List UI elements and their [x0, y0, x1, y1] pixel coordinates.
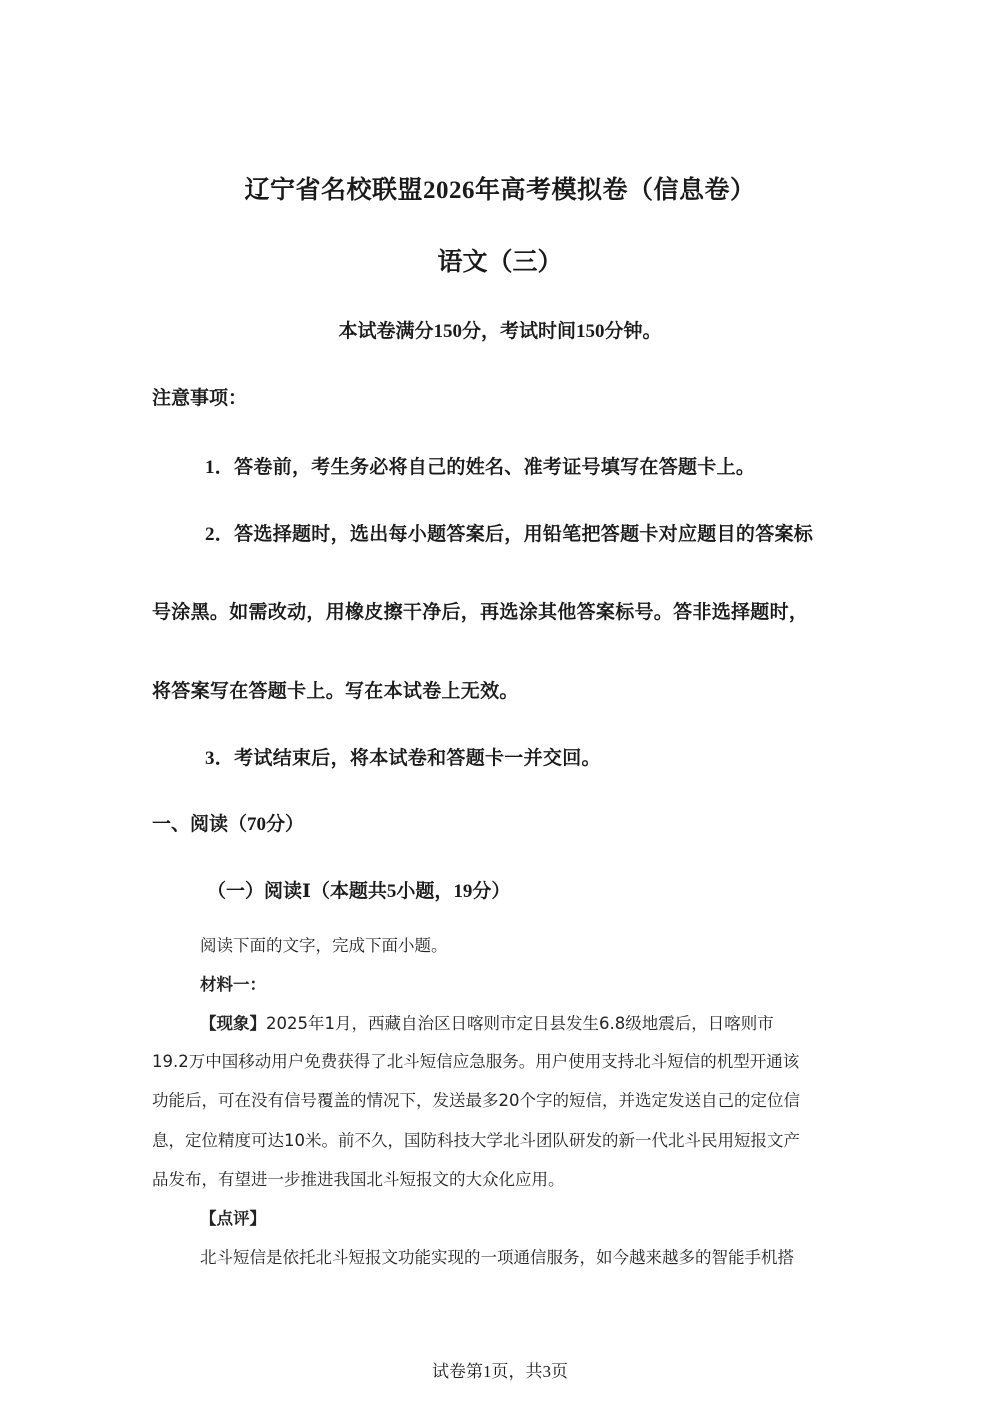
- phenomenon-line-1: [200, 1010, 774, 1034]
- phenomenon-line-4: 息，定位精度可达10米。前不久，国防科技大学北斗团队研发的新一代北斗民用短报文产: [152, 1131, 800, 1150]
- comment-line: 北斗短信是依托北斗短报文功能实现的一项通信服务，如今越来越多的智能手机搭: [200, 1248, 794, 1267]
- notes-heading: 注意事项：: [152, 388, 248, 409]
- material-label: 材料一：: [200, 975, 266, 994]
- section-heading: 一、阅读（70分）: [152, 814, 305, 835]
- note-line-2: 2．答选择题时，选出每小题答案后，用铅笔把答题卡对应题目的答案标: [205, 524, 814, 545]
- phenomenon-line-2: 19.2万中国移动用户免费获得了北斗短信应急服务。用户使用支持北斗短信的机型开通该: [152, 1052, 800, 1071]
- phenomenon-line-5: 品发布，有望进一步推进我国北斗短报文的大众化应用。: [152, 1170, 565, 1189]
- subsection-heading: （一）阅读Ⅰ（本题共5小题，19分）: [207, 881, 511, 902]
- phenomenon-text: 2025年1月，西藏自治区日喀则市定日县发生6.8级地震后，日喀则市: [266, 1014, 774, 1033]
- note-line-1: 1．答卷前，考生务必将自己的姓名、准考证号填写在答题卡上。: [205, 457, 756, 478]
- exam-title: 辽宁省名校联盟2026年高考模拟卷（信息卷）: [244, 177, 756, 204]
- note-line-3: 3．考试结束后，将本试卷和答题卡一并交回。: [205, 748, 601, 769]
- note-line-2-end: 将答案写在答题卡上。写在本试卷上无效。: [152, 681, 519, 702]
- phenomenon-label: 【现象】: [200, 1014, 266, 1033]
- exam-subtitle: 语文（三）: [437, 249, 563, 276]
- comment-label: 【点评】: [200, 1209, 266, 1228]
- page-footer: 试卷第1页，共3页: [432, 1362, 568, 1381]
- exam-info: 本试卷满分150分，考试时间150分钟。: [338, 321, 662, 342]
- phenomenon-line-3: 功能后，可在没有信号覆盖的情况下，发送最多20个字的短信，并选定发送自己的定位信: [152, 1091, 800, 1110]
- note-line-2-cont: 号涂黑。如需改动，用橡皮擦干净后，再选涂其他答案标号。答非选择题时，: [152, 602, 809, 623]
- reading-instruction: 阅读下面的文字，完成下面小题。: [200, 936, 448, 955]
